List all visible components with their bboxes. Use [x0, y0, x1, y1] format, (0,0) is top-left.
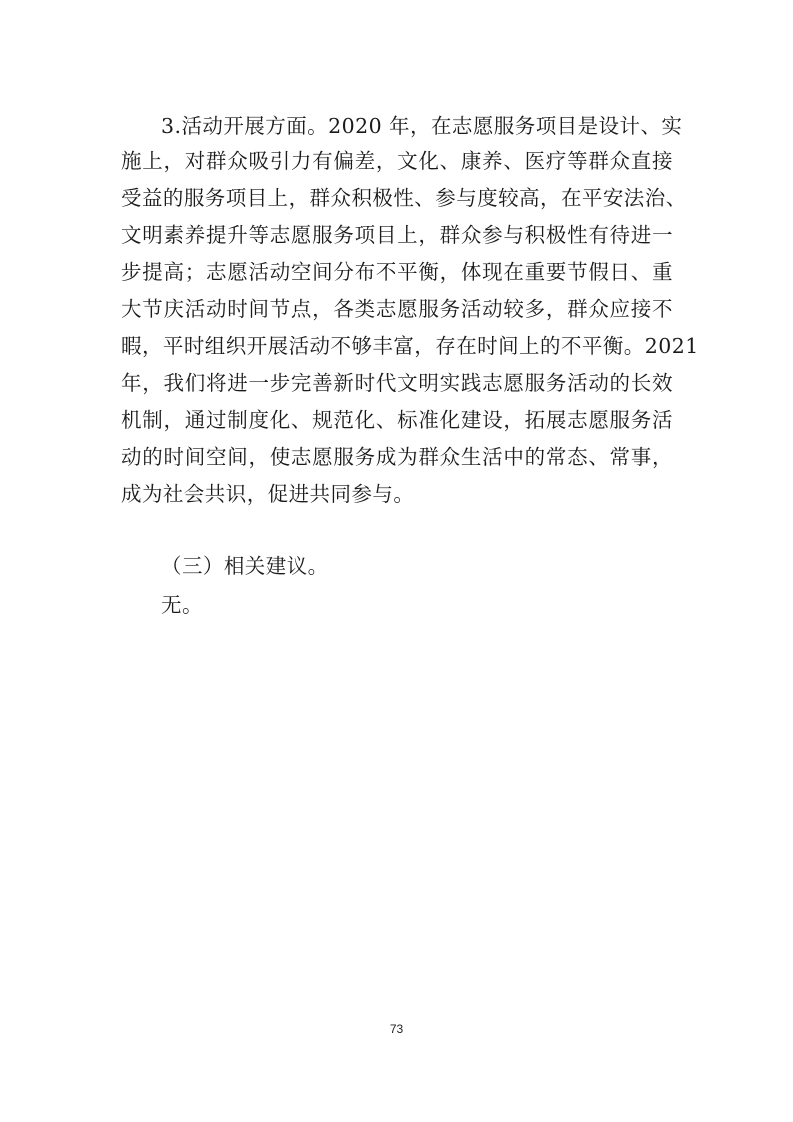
page-number: 73: [389, 1022, 404, 1036]
paragraph-line: 成为社会共识，促进共同参与。: [121, 482, 415, 506]
paragraph-line: 大节庆活动时间节点，各类志愿服务活动较多，群众应接不: [121, 297, 673, 321]
paragraph-line: 3.活动开展方面。2020 年，在志愿服务项目是设计、实: [161, 114, 683, 138]
paragraph-line: 步提高；志愿活动空间分布不平衡，体现在重要节假日、重: [121, 260, 673, 284]
paragraph-line: 年，我们将进一步完善新时代文明实践志愿服务活动的长效: [121, 371, 673, 395]
paragraph-text: 无。: [161, 593, 203, 617]
paragraph-line: 施上，对群众吸引力有偏差，文化、康养、医疗等群众直接: [121, 149, 673, 173]
paragraph-line: 受益的服务项目上，群众积极性、参与度较高，在平安法治、: [121, 186, 687, 210]
section-heading: （三）相关建议。: [161, 554, 329, 578]
paragraph-line: 机制，通过制度化、规范化、标准化建设，拓展志愿服务活: [121, 408, 673, 432]
paragraph-line: 动的时间空间，使志愿服务成为群众生活中的常态、常事，: [121, 445, 673, 469]
paragraph-line: 暇，平时组织开展活动不够丰富，存在时间上的不平衡。2021: [121, 334, 699, 358]
paragraph-line: 文明素养提升等志愿服务项目上，群众参与积极性有待进一: [121, 223, 673, 247]
